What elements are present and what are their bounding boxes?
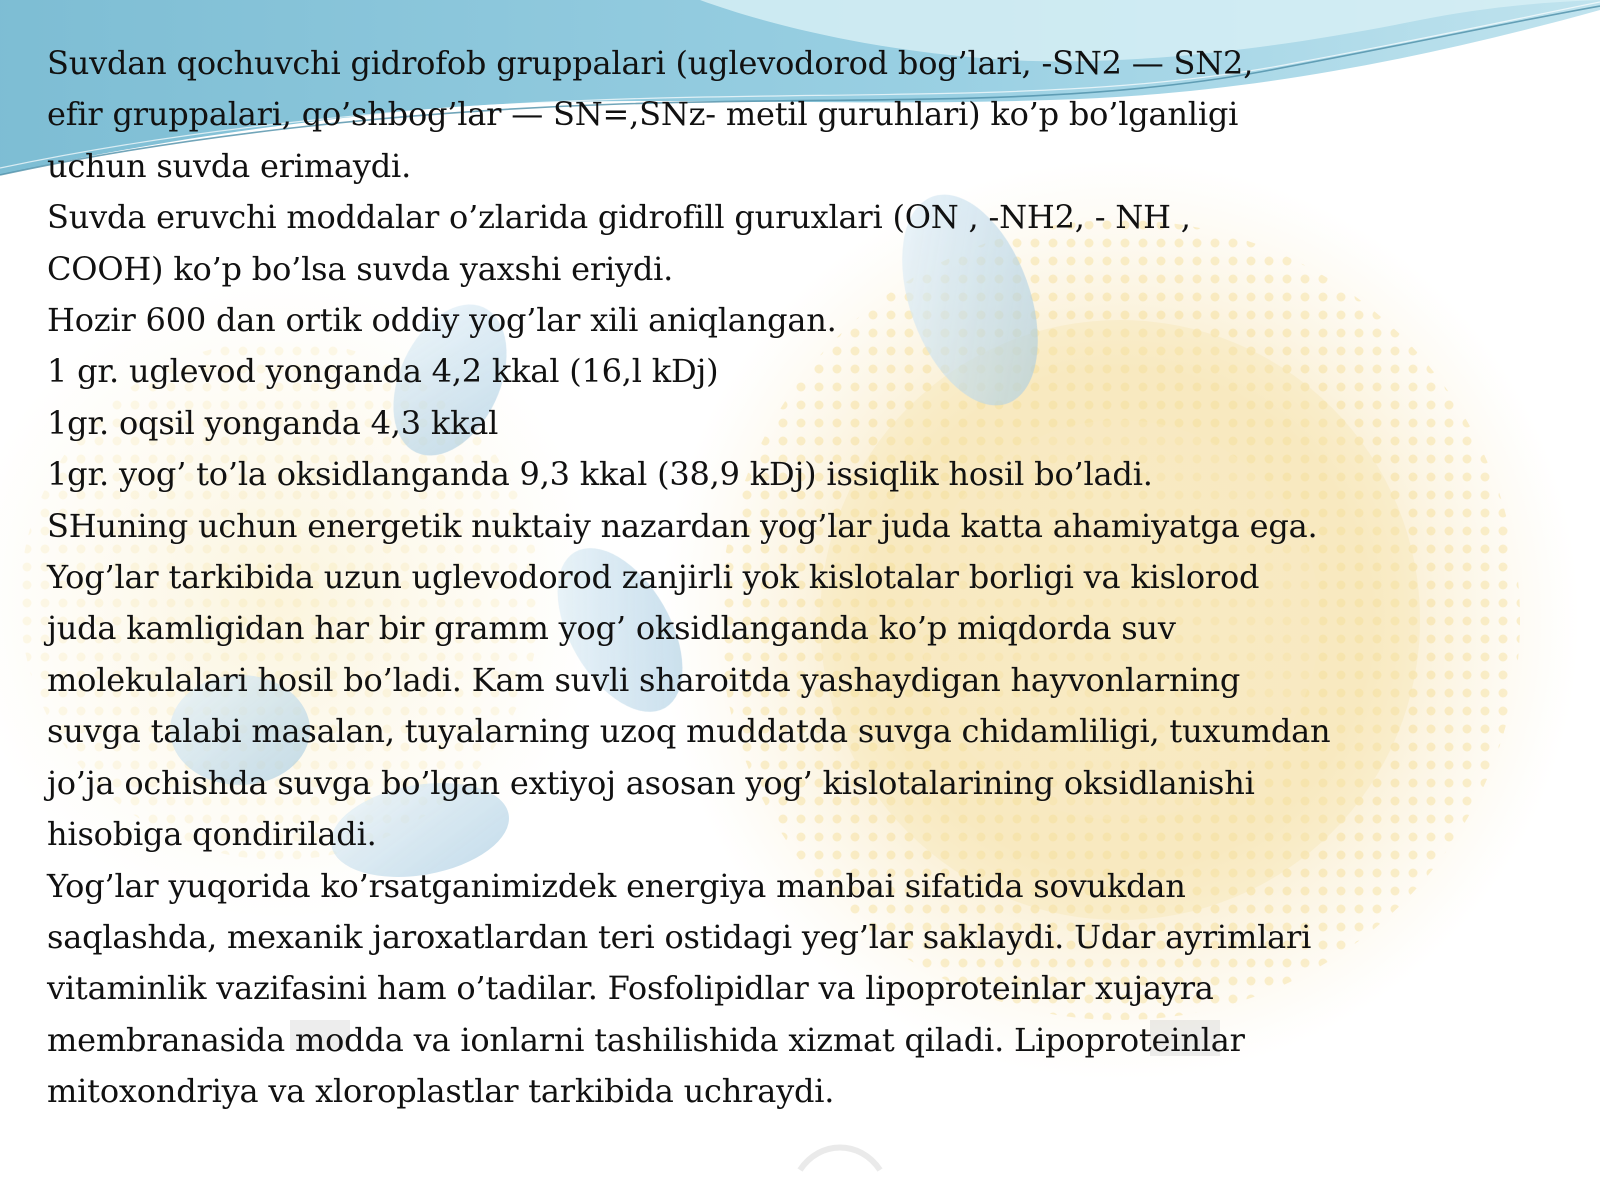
text-line-3: uchun suvda erimaydi. [47,146,412,185]
text-line-8: 1gr. oqsil yonganda 4,3 kkal [47,403,499,442]
text-line-7: 1 gr. uglevod yonganda 4,2 kkal (16,l kDj) [47,352,719,391]
text-line-21: mitoxondriya va xloroplastlar tarkibida uchraydi. [47,1072,835,1111]
text-line-4: Suvda eruvchi moddalar o’zlarida gidrofill guruxlari (ON , -NH2, - NH , [47,198,1191,237]
text-line-1: Suvdan qochuvchi gidrofob gruppalari (uglevodorod bog’lari, -SN2 — SN2, [47,44,1254,82]
text-line-15: jo’ja ochishda suvga bo’lgan extiyoj asosan yog’ kislotalarining oksidlanishi [47,763,1255,802]
text-line-20: membranasida modda va ionlarni tashilishida xizmat qiladi. Lipoproteinlar [47,1020,1245,1059]
text-line-5: COOH) ko’p bo’lsa suvda yaxshi eriydi. [47,249,674,288]
text-line-6: Hozir 600 dan ortik oddiy yog’lar xili aniqlangan. [47,301,837,340]
text-line-11: Yog’lar tarkibida uzun uglevodorod zanjirli yok kislotalar borligi va kislorod [47,558,1260,597]
text-line-13: molekulalari hosil bo’ladi. Kam suvli sharoitda yashaydigan hayvonlarning [47,660,1241,699]
text-line-9: 1gr. yog’ to’la oksidlanganda 9,3 kkal (38,9 kDj) issiqlik hosil bo’ladi. [47,455,1153,494]
text-line-14: suvga talabi masalan, tuyalarning uzoq muddatda suvga chidamliligi, tuxumdan [47,712,1331,751]
text-line-19: vitaminlik vazifasini ham o’tadilar. Fosfolipidlar va lipoproteinlar xujayra [47,969,1214,1008]
text-line-18: saqlashda, mexanik jaroxatlardan teri ostidagi yeg’lar saklaydi. Udar ayrimlari [47,917,1312,956]
text-line-16: hisobiga qondiriladi. [47,815,377,854]
slide-body-text [47,38,1427,1118]
text-line-17: Yog’lar yuqorida ko’rsatganimizdek energiya manbai sifatida sovukdan [47,866,1186,905]
text-line-10: SHuning uchun energetik nuktaiy nazardan yog’lar juda katta ahamiyatga ega. [47,506,1318,545]
text-line-12: juda kamligidan har bir gramm yog’ oksidlanganda ko’p miqdorda suv [47,609,1176,648]
text-line-2: efir gruppalari, qo’shbog’lar — SN=,SNz- metil guruhlari) ko’p bo’lganligi [47,95,1239,134]
